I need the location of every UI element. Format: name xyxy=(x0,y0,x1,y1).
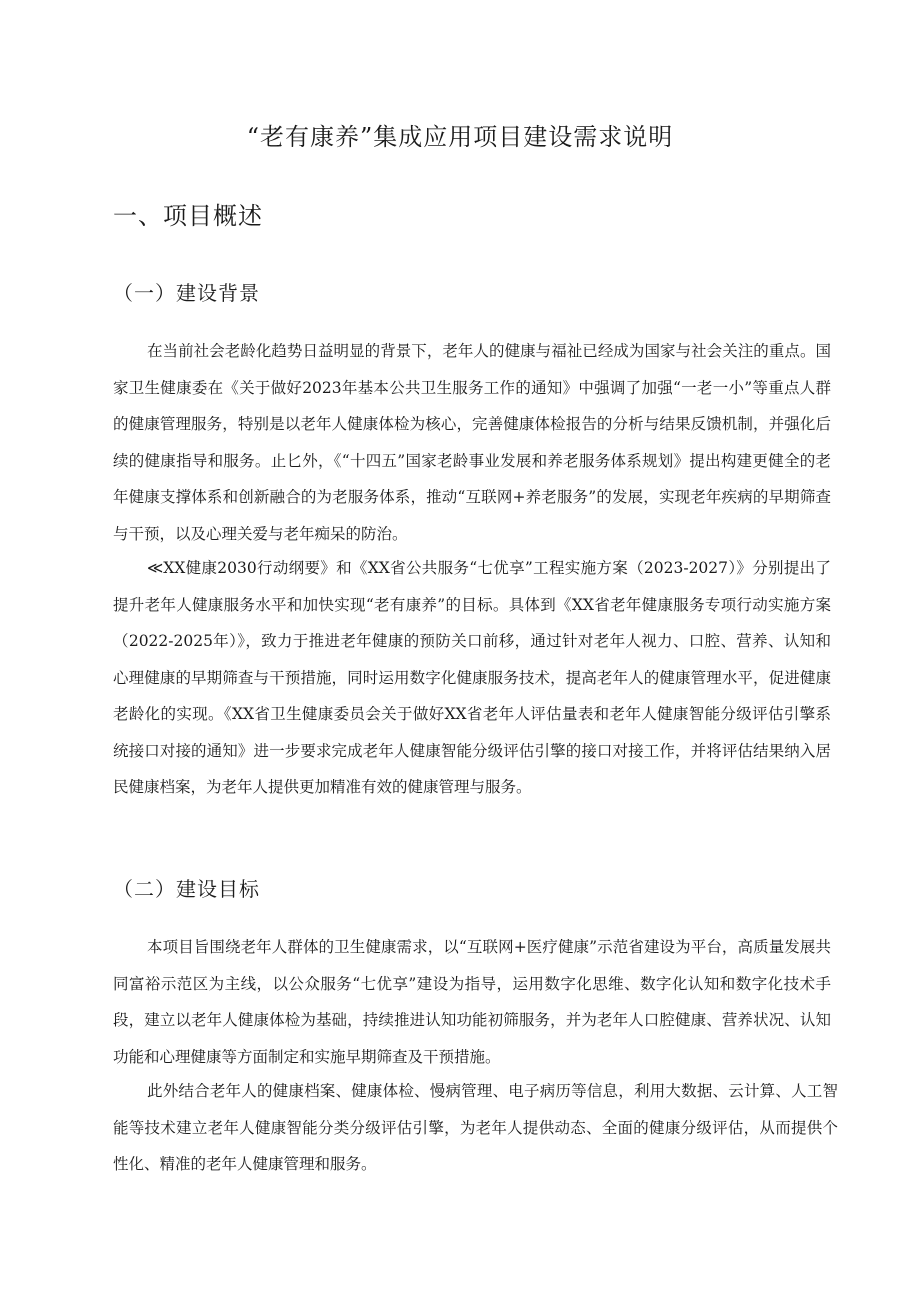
paragraph-goals-1: 本项目旨围绕老年人群体的卫生健康需求，以“互联网+医疗健康”示范省建设为平台，高质量发展共同富裕示范区为主线，以公众服务“七优享”建设为指导，运用数字化思维、数字化认知和数字化技术手段，建立以老年人健康体检为基础，持续推进认知功能初筛服务，并为老年人口腔健康、营养状况、认知功能和心理健康等方面制定和实施早期筛查及干预措施。 xyxy=(113,938,831,1066)
document-title: “老有康养”集成应用项目建设需求说明 xyxy=(246,123,674,151)
subsection-heading-goals: （二）建设目标 xyxy=(113,877,260,901)
paragraph-background-2: ≪XX健康2030行动纲要》和《XX省公共服务“七优享”工程实施方案（2023-2027）》分别提出了提升老年人健康服务水平和加快实现“老有康养”的目标。具体到《XX省老年健康服务专项行动实施方案（2022-2025年）》，致力于推进老年健康的预防关口前移，通过针对老年人视力、口腔、营养、认知和心理健康的早期筛查与干预措施，同时运用数字化健康服务技术，提高老年人的健康管理水平，促进健康老龄化的实现。《XX省卫生健康委员会关于做好XX省老年人评估量表和老年人健康智能分级评估引擎系统接口对接的通知》进一步要求完成老年人健康智能分级评估引擎的接口对接工作，并将评估结果纳入居民健康档案，为老年人提供更加精准有效的健康管理与服务。 xyxy=(113,559,831,796)
paragraph-background-1: 在当前社会老龄化趋势日益明显的背景下，老年人的健康与福祉已经成为国家与社会关注的重点。国家卫生健康委在《关于做好2023年基本公共卫生服务工作的通知》中强调了加强“一老一小”等重点人群的健康管理服务，特别是以老年人健康体检为核心，完善健康体检报告的分析与结果反馈机制，并强化后续的健康指导和服务。止匕外，《“十四五”国家老龄事业发展和养老服务体系规划》提出构建更健全的老年健康支撑体系和创新融合的为老服务体系，推动“互联网+养老服务”的发展，实现老年疾病的早期筛查与干预，以及心理关爱与老年痴呆的防治。 xyxy=(113,342,831,543)
section-heading-overview: 一、项目概述 xyxy=(113,202,263,230)
paragraph-goals-2: 此外结合老年人的健康档案、健康体检、慢病管理、电子病历等信息，利用大数据、云计算、人工智能等技术建立老年人健康智能分类分级评估引擎，为老年人提供动态、全面的健康分级评估，从而提供个性化、精准的老年人健康管理和服务。 xyxy=(113,1082,838,1173)
subsection-heading-background: （一）建设背景 xyxy=(113,281,260,305)
